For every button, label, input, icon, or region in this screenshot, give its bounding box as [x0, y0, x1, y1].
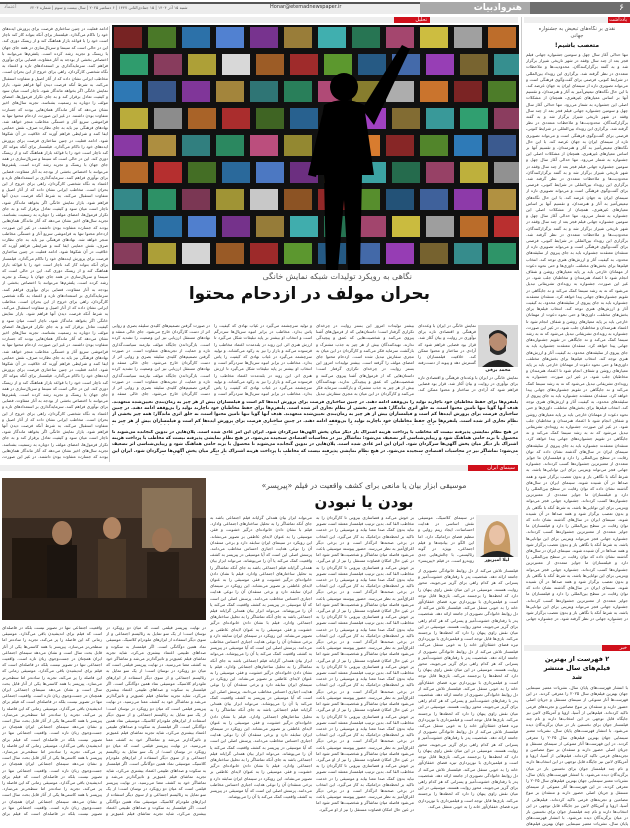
- tv-screen: [148, 27, 176, 48]
- news-label: خبر: [602, 645, 630, 651]
- tv-screen: [120, 54, 148, 75]
- tv-screen: [318, 27, 346, 48]
- film-still: [2, 478, 206, 620]
- second-author-name: لیلا امیرپور: [484, 558, 510, 563]
- tv-screen: [182, 27, 210, 48]
- tv-screen: [182, 189, 210, 210]
- author-photo: [478, 325, 518, 367]
- tv-screen: [284, 189, 312, 210]
- tv-screen: [426, 162, 454, 183]
- tv-screen: [216, 243, 244, 264]
- tv-screen: [488, 189, 516, 210]
- second-paragraph: فیلمساز تلاش می‌کند از دل روابط خانوادگی تصویری از جامعه ارائه دهد. شخصیت پدر با رفتارهای خشونت‌آمیز و پسرانی که هر کدام راهی برای گریز می‌جویند، محور روایت هستند. موسیقی در این میان نقش راوی پنهان را دارد که لحظه‌ها را برجسته می‌کند. بازی‌ها قابل توجه است و فیلمبرداری با نورپردازی تیره فضای خفقان‌آور خانه را به خوبی منتقل می‌کند. فیلمساز تلاش می‌کند از دل روابط خانوادگی تصویری از جامعه ارائه دهد. شخصیت پدر با رفتارهای خشونت‌آمیز و پسرانی که هر کدام راهی برای گریز می‌جویند، محور روایت هستند. موسیقی در این میان نقش راوی پنهان را دارد که لحظه‌ها را برجسته می‌کند. بازی‌ها قابل توجه است و فیلمبرداری با نورپردازی تیره فضای خفقان‌آور خانه را به خوبی منتقل می‌کند. فیلمساز تلاش می‌کند از دل روابط خانوادگی تصویری از جامعه ارائه دهد. شخصیت پدر با رفتارهای خشونت‌آمیز و پسرانی که هر کدام راهی برای گریز می‌جویند، محور روایت هستند. موسیقی در این میان نقش راوی پنهان را دارد که لحظه‌ها را برجسته می‌کند. بازی‌ها قابل توجه است و فیلمبرداری با نورپردازی تیره فضای خفقان‌آور خانه را به خوبی منتقل می‌کند. فیلمساز تلاش می‌کند از دل روابط خانوادگی تصویری از جامعه ارائه دهد. شخصیت پدر با رفتارهای خشونت‌آمیز و پسرانی که هر کدام راهی برای گریز می‌جویند، محور روایت هستند. موسیقی در این میان نقش راوی پنهان را دارد که لحظه‌ها را برجسته می‌کند. بازی‌ها قابل توجه است و فیلمبرداری با نورپردازی تیره فضای خفقان‌آور خانه را به خوبی منتقل می‌کند. فیلمساز تلاش می‌کند از دل روابط خانوادگی تصویری از جامعه ارائه دهد. شخصیت پدر با رفتارهای خشونت‌آمیز و پسرانی که هر کدام راهی برای گریز می‌جویند، محور روایت هستند. موسیقی در این میان نقش راوی پنهان را دارد که لحظه‌ها را برجسته می‌کند. بازی‌ها قابل توجه است و فیلمبرداری با نورپردازی تیره فضای خفقان‌آور خانه را به خوبی منتقل می‌کند. فیلمساز تلاش می‌کند از دل روابط خانوادگی تصویری از جامعه ارائه دهد. شخصیت پدر با رفتارهای خشونت‌آمیز و پسرانی که هر کدام راهی برای گریز می‌جویند، محور روایت هستند. موسیقی در این میان نقش راوی پنهان را دارد که لحظه‌ها را برجسته می‌کند. بازی‌ها قابل توجه است و فیلمبرداری با نورپردازی تیره فضای خفقان‌آور خانه را به خوبی منتقل می‌کند.: [418, 568, 518, 809]
- tv-screen: [494, 162, 519, 183]
- author-photo: [476, 515, 518, 557]
- tv-screen: [352, 27, 380, 48]
- tv-screen: [114, 189, 142, 210]
- tv-screen: [188, 108, 216, 129]
- tv-screen: [426, 108, 454, 129]
- issue-date: شنبه ۱۵ آذر ۱۴۰۴ | ۱۵ جمادی‌الثانی ۱۴۴۷ | ۶ دسامبر ۲۰۲۵ | سال بیست و سوم | شماره ۶۲۰۴: [30, 5, 188, 10]
- tv-screen: [154, 162, 182, 183]
- tv-screen: [426, 216, 454, 237]
- tv-screen: [256, 108, 284, 129]
- tv-screen: [420, 135, 448, 156]
- lead-paragraph: نمایش خانگی در ایران با وعده‌ای فرهنگی و اقتصادی تازه برای نوآوری در روایت و بیان آغاز شد. قرار بود فضایی فراهم شود که آزادی در ساختار و محتوا ممکن کند. خلاقیت فیلمسازان را گسترش دهد و پیوند از دست‌رفته: [418, 323, 476, 366]
- page-number: ۶: [530, 2, 630, 14]
- second-title: بودن یا نبودن: [314, 493, 414, 511]
- tv-screen: [386, 27, 414, 48]
- second-kicker: موسیقی ابزار بیان یا مانعی برای کشف واقعیت در فیلم «پیرپسر»: [261, 481, 467, 490]
- lead-paragraph: بیشتر تولیدات امروز این بستر روایت در چرخه‌ای تکراری گرفتار است؛ داستان‌هایی که از فرمول‌های آشنا پیروی می‌کنند و شخصیت‌هایی که عمق و پیچیدگی ندارند. تهیه‌کنندگان بیش از هر چیز به جذب مشترک و بازگشت سرمایه فکر می‌کنند و کارگردان در این میان به مجری سفارش تبدیل شده است. ازدحام محتوا جای امضای مولف را گرفته است. بیشتر تولیدات امروز این بستر روایت در چرخه‌ای تکراری گرفتار است؛ داستان‌هایی که از فرمول‌های آشنا پیروی می‌کنند و شخصیت‌هایی که عمق و پیچیدگی ندارند. تهیه‌کنندگان بیش از هر چیز به جذب مشترک و بازگشت سرمایه فکر می‌کنند و کارگردان در این میان به مجری سفارش تبدیل: [316, 323, 414, 397]
- bullet-point: پلتفرم‌ها برای حفظ مخاطبان خود ناچارند تولید را بی‌وقفه ادامه دهند. در چنین ساختاری فرصت برای پرورش ایده‌ها کم است و فیلمسازان بیش از هر چیز به زمان‌بندی تعیین‌شده متعهدند. هدف آنها گویا تنها تامین محتوا است، نه خلق اثری ماندگار؛ همه چیز بخشی از نظام تجاری اثر شده است. پلتفرم‌ها برای حفظ مخاطبان خود ناچارند تولید را بی‌وقفه ادامه دهند. در چنین ساختاری فرصت برای پرورش ایده‌ها کم است و فیلمسازان بیش از هر چیز به زمان‌بندی تعیین‌شده متعهدند. هدف آنها گویا تنها تامین محتوا است، نه خلق اثری ماندگار؛ همه چیز بخشی از نظام تجاری اثر شده است. پلتفرم‌ها برای حفظ مخاطبان خود ناچارند تولید را بی‌وقفه ادامه دهند. در چنین ساختاری فرصت برای پرورش ایده‌ها کم است و فیلمسازان بیش از هر چیز به: [112, 400, 518, 424]
- second-paragraph: در سینمای کلاسیک، موسیقی نقش اساسی در هدایت احساسات، ایجاد ریتم روایی و تنظیم فضای دراماتیک دارد. اما این الگو در بیانچه‌ها و فیلم اجتماعی، بویژه در گونه رئالیستی، با چالش‌هایی جدی روبه‌رو است. در فیلم «پیرپسر»: [418, 515, 474, 564]
- tv-screen: [284, 27, 312, 48]
- tv-screen: [420, 189, 448, 210]
- tv-screen: [386, 135, 414, 156]
- second-paragraph: واقعیت اجتماعی تنها در تصویر نیست بلکه در فاصله‌ای است که فیلم برای اندیشیدن باقی می‌گذارد. موسیقی زمانی که این فاصله را پر می‌کند، تجربه را ساده‌تر اما سطحی‌تر می‌سازد. پیرپسر با همه کاستی‌ها یکی از آثار قابل بحث سال است و نشان می‌دهد سینمای اجتماعی ایران همچنان در جست‌وجوی زبان تازه است. واقعیت اجتماعی تنها در تصویر نیست بلکه در فاصله‌ای است که فیلم برای اندیشیدن باقی می‌گذارد. موسیقی زمانی که این فاصله را پر می‌کند، تجربه را ساده‌تر اما سطحی‌تر می‌سازد. پیرپسر با همه کاستی‌ها یکی از آثار قابل بحث سال است و نشان می‌دهد سینمای اجتماعی ایران همچنان در جست‌وجوی زبان تازه است. واقعیت اجتماعی تنها در تصویر نیست بلکه در فاصله‌ای است که فیلم برای اندیشیدن باقی می‌گذارد. موسیقی زمانی که این فاصله را پر می‌کند، تجربه را ساده‌تر اما سطحی‌تر می‌سازد. پیرپسر با همه کاستی‌ها یکی از آثار قابل بحث سال است و نشان می‌دهد سینمای اجتماعی ایران همچنان در جست‌وجوی زبان تازه است. واقعیت اجتماعی تنها در تصویر نیست بلکه در فاصله‌ای است که فیلم برای اندیشیدن باقی می‌گذارد. موسیقی زمانی که این فاصله را پر می‌کند، تجربه را ساده‌تر اما سطحی‌تر می‌سازد. پیرپسر با همه کاستی‌ها یکی از آثار قابل بحث سال است و نشان می‌دهد سینمای اجتماعی ایران همچنان در جست‌وجوی زبان تازه است. واقعیت اجتماعی تنها در تصویر نیست بلکه در فاصله‌ای است که فیلم برای اندیشیدن باقی می‌گذارد. موسیقی زمانی که این فاصله را پر می‌کند، تجربه را ساده‌تر اما سطحی‌تر می‌سازد. پیرپسر با همه کاستی‌ها یکی از آثار قابل بحث سال است و نشان می‌دهد سینمای اجتماعی ایران همچنان در جست‌وجوی زبان تازه است. واقعیت اجتماعی تنها در تصویر نیست بلکه در فاصله‌ای است که فیلم برای: [2, 625, 102, 817]
- tv-screen: [454, 243, 482, 264]
- lead-continuation: ادامه فعلیت در چنین ساختاری فرصت برای پرورش ایده‌های خود را ناکام می‌گذارد. فیلمساز برای آنکه بتواند کار کند ناچار است خود را با قواعد بازار هماهنگ کند و از ریسک دوری کند. این در حالی است که سینما و سریال‌سازی در همه جای جهان با ریسک و تجربه رشد کرده است. پلتفرم‌ها می‌توانند با اختصاص بخشی از بودجه به آثار متفاوت، فضایی برای نوآوری فراهم کنند. سرمایه‌گذاری بر استعدادهای تازه و اعتماد به نگاه شخصی کارگردان، راهی برای خروج از این بحران است. مخاطب ایرانی نشان داده که از آثار اصیل و متفاوت استقبال می‌کند، به شرط آنکه فرصت دیدن آنها فراهم شود. بازار نمایش خانگی اگر بخواهد ماندگار شود، ناچار است میان سود و کیفیت تعادل برقرار کند و به جای تکرار فرمول‌ها، امضای مولف را دوباره به رسمیت بشناسد. تجربه سال‌های اخیر نشان می‌دهد که آثار ماندگار همان‌هایی بودند که جسارت متفاوت بودن داشتند. در غیر این صورت، ازدحام محتوا تنها به فراموشی سریع آثار و خستگی مخاطب منجر خواهد شد. نهادهای فرهنگی نیز باید به جای نظارت صرف، نقش حمایتی ایفا کنند و شرایطی فراهم آورند که خلاقیت در آن شکوفا شود. ادامه فعلیت در چنین ساختاری فرصت برای پرورش ایده‌های خود را ناکام می‌گذارد. فیلمساز برای آنکه بتواند کار کند ناچار است خود را با قواعد بازار هماهنگ کند و از ریسک دوری کند. این در حالی است که سینما و سریال‌سازی در همه جای جهان با ریسک و تجربه رشد کرده است. پلتفرم‌ها می‌توانند با اختصاص بخشی از بودجه به آثار متفاوت، فضایی برای نوآوری فراهم کنند. سرمایه‌گذاری بر استعدادهای تازه و اعتماد به نگاه شخصی کارگردان، راهی برای خروج از این بحران است. مخاطب ایرانی نشان داده که از آثار اصیل و متفاوت استقبال می‌کند، به شرط آنکه فرصت دیدن آنها فراهم شود. بازار نمایش خانگی اگر بخواهد ماندگار شود، ناچار است میان سود و کیفیت تعادل برقرار کند و به جای تکرار فرمول‌ها، امضای مولف را دوباره به رسمیت بشناسد. تجربه سال‌های اخیر نشان می‌دهد که آثار ماندگار همان‌هایی بودند که جسارت متفاوت بودن داشتند. در غیر این صورت، ازدحام محتوا تنها به فراموشی سریع آثار و خستگی مخاطب منجر خواهد شد. نهادهای فرهنگی نیز باید به جای نظارت صرف، نقش حمایتی ایفا کنند و شرایطی فراهم آورند که خلاقیت در آن شکوفا شود. ادامه فعلیت در چنین ساختاری فرصت برای پرورش ایده‌های خود را ناکام می‌گذارد. فیلمساز برای آنکه بتواند کار کند ناچار است خود را با قواعد بازار هماهنگ کند و از ریسک دوری کند. این در حالی است که سینما و سریال‌سازی در همه جای جهان با ریسک و تجربه رشد کرده است. پلتفرم‌ها می‌توانند با اختصاص بخشی از بودجه به آثار متفاوت، فضایی برای نوآوری فراهم کنند. سرمایه‌گذاری بر استعدادهای تازه و اعتماد به نگاه شخصی کارگردان، راهی برای خروج از این بحران است. مخاطب ایرانی نشان داده که از آثار اصیل و متفاوت استقبال می‌کند، به شرط آنکه فرصت دیدن آنها فراهم شود. بازار نمایش خانگی اگر بخواهد ماندگار شود، ناچار است میان سود و کیفیت تعادل برقرار کند و به جای تکرار فرمول‌ها، امضای مولف را دوباره به رسمیت بشناسد. تجربه سال‌های اخیر نشان می‌دهد که آثار ماندگار همان‌هایی بودند که جسارت متفاوت بودن داشتند. در غیر این صورت، ازدحام محتوا تنها به فراموشی سریع آثار و خستگی مخاطب منجر خواهد شد. نهادهای فرهنگی نیز باید به جای نظارت صرف، نقش حمایتی ایفا کنند و شرایطی فراهم آورند که خلاقیت در آن شکوفا شود. ادامه فعلیت در چنین ساختاری فرصت برای پرورش ایده‌های خود را ناکام می‌گذارد. فیلمساز برای آنکه بتواند کار کند ناچار است خود را با قواعد بازار هماهنگ کند و از ریسک دوری کند. این در حالی است که سینما و سریال‌سازی در همه جای جهان با ریسک و تجربه رشد کرده است. پلتفرم‌ها می‌توانند با اختصاص بخشی از بودجه به آثار متفاوت، فضایی برای نوآوری فراهم کنند. سرمایه‌گذاری بر استعدادهای تازه و اعتماد به نگاه شخصی کارگردان، راهی برای خروج از این بحران است. مخاطب ایرانی نشان داده که از آثار اصیل و متفاوت استقبال می‌کند، به شرط آنکه فرصت دیدن آنها فراهم شود. بازار نمایش خانگی اگر بخواهد ماندگار شود، ناچار است میان سود و کیفیت تعادل برقرار کند و به جای تکرار فرمول‌ها، امضای مولف را دوباره به رسمیت بشناسد. تجربه سال‌های اخیر نشان می‌دهد که آثار ماندگار همان‌هایی بودند که جسارت متفاوت بودن داشتند. در غیر این صورت،: [2, 26, 108, 460]
- note-paragraph: سینمای ایران در سال‌های گذشته نشان داده که توان رقابت در سطح بین‌المللی را دارد و فیلمسازان ما جوایز متعددی از معتبرترین جشنواره‌ها کسب کرده‌اند. جشنواره جهانی فجر می‌تواند ویترینی برای این توانایی‌ها باشد، به شرط آنکه با نگاهی باز و بدون تعصب برگزار شود و همه صداها در آن شنیده شوند. سینمای ایران در سال‌های گذشته نشان داده که توان رقابت در سطح بین‌المللی را دارد و فیلمسازان ما جوایز متعددی از معتبرترین جشنواره‌ها کسب کرده‌اند. جشنواره جهانی فجر می‌تواند ویترینی برای این توانایی‌ها باشد، به شرط آنکه با نگاهی باز و بدون تعصب برگزار شود و همه صداها در آن شنیده شوند. سینمای ایران در سال‌های گذشته نشان داده که توان رقابت در سطح بین‌المللی را دارد و فیلمسازان ما جوایز متعددی از معتبرترین جشنواره‌ها کسب کرده‌اند. جشنواره جهانی فجر می‌تواند ویترینی برای این توانایی‌ها باشد، به شرط آنکه با نگاهی باز و بدون تعصب برگزار شود و همه صداها در آن شنیده شوند. سینمای ایران در سال‌های گذشته نشان داده که توان رقابت در سطح بین‌المللی را دارد و فیلمسازان ما جوایز متعددی از معتبرترین جشنواره‌ها کسب کرده‌اند. جشنواره جهانی فجر می‌تواند ویترینی برای این توانایی‌ها باشد، به شرط آنکه با نگاهی باز و بدون تعصب برگزار شود و همه صداها در آن شنیده شوند. سینمای ایران در سال‌های گذشته نشان داده که توان رقابت در سطح بین‌المللی را دارد و فیلمسازان ما جوایز متعددی از معتبرترین جشنواره‌ها کسب کرده‌اند. جشنواره جهانی فجر می‌تواند ویترینی برای این توانایی‌ها باشد، به شرط آنکه با نگاهی باز و بدون تعصب برگزار شود: [526, 448, 628, 616]
- analysis-label: تحلیل: [394, 17, 430, 23]
- note-paragraph-end: در جشنواره جهانی در نظر گرفته شود. در جشنواره جهانی: [526, 616, 628, 622]
- tv-screen: [222, 54, 250, 75]
- tv-screen: [114, 135, 142, 156]
- tv-screen: [460, 108, 488, 129]
- second-paragraph: بر خوش می‌کند و فضاسازی بیرونی تا کارگردان را به مخاطب القا کند. بدین ترتیب فیلمساز معتقد است تصویر نباید بدون کمک صدا معنا بیابد و موسیقی را در خدمت تاکید بر لحظه‌های دراماتیک به کار می‌گیرد. این انتخاب در برخی صحنه‌ها اثرگذار است و در برخی دیگر اغراق‌آمیز به نظر می‌رسد. حضور پیوسته موسیقی باعث می‌شود فاصله میان تماشاگر و شخصیت‌ها کمتر شود اما در عین حال امکان قضاوت مستقل را نیز از او می‌گیرد. بر خوش می‌کند و فضاسازی بیرونی تا کارگردان را به مخاطب القا کند. بدین ترتیب فیلمساز معتقد است تصویر نباید بدون کمک صدا معنا بیابد و موسیقی را در خدمت تاکید بر لحظه‌های دراماتیک به کار می‌گیرد. این انتخاب در برخی صحنه‌ها اثرگذار است و در برخی دیگر اغراق‌آمیز به نظر می‌رسد. حضور پیوسته موسیقی باعث می‌شود فاصله میان تماشاگر و شخصیت‌ها کمتر شود اما در عین حال امکان قضاوت مستقل را نیز از او می‌گیرد. بر خوش می‌کند و فضاسازی بیرونی تا کارگردان را به مخاطب القا کند. بدین ترتیب فیلمساز معتقد است تصویر نباید بدون کمک صدا معنا بیابد و موسیقی را در خدمت تاکید بر لحظه‌های دراماتیک به کار می‌گیرد. این انتخاب در برخی صحنه‌ها اثرگذار است و در برخی دیگر اغراق‌آمیز به نظر می‌رسد. حضور پیوسته موسیقی باعث می‌شود فاصله میان تماشاگر و شخصیت‌ها کمتر شود اما در عین حال امکان قضاوت مستقل را نیز از او می‌گیرد. بر خوش می‌کند و فضاسازی بیرونی تا کارگردان را به مخاطب القا کند. بدین ترتیب فیلمساز معتقد است تصویر نباید بدون کمک صدا معنا بیابد و موسیقی را در خدمت تاکید بر لحظه‌های دراماتیک به کار می‌گیرد. این انتخاب در برخی صحنه‌ها اثرگذار است و در برخی دیگر اغراق‌آمیز به نظر می‌رسد. حضور پیوسته موسیقی باعث می‌شود فاصله میان تماشاگر و شخصیت‌ها کمتر شود اما در عین حال امکان قضاوت مستقل را نیز از او می‌گیرد. بر خوش می‌کند و فضاسازی بیرونی تا کارگردان را به مخاطب القا کند. بدین ترتیب فیلمساز معتقد است تصویر نباید بدون کمک صدا معنا بیابد و موسیقی را در خدمت تاکید بر لحظه‌های دراماتیک به کار می‌گیرد. این انتخاب در برخی صحنه‌ها اثرگذار است و در برخی دیگر اغراق‌آمیز به نظر می‌رسد. حضور پیوسته موسیقی باعث می‌شود فاصله میان تماشاگر و شخصیت‌ها کمتر شود اما در عین حال امکان قضاوت مستقل را نیز از او می‌گیرد. بر خوش می‌کند و فضاسازی بیرونی تا کارگردان را به مخاطب القا کند. بدین ترتیب فیلمساز معتقد است تصویر نباید بدون کمک صدا معنا بیابد و موسیقی را در خدمت تاکید بر لحظه‌های دراماتیک به کار می‌گیرد. این انتخاب در برخی صحنه‌ها اثرگذار است و در برخی دیگر اغراق‌آمیز به نظر می‌رسد. حضور پیوسته موسیقی باعث می‌شود فاصله میان تماشاگر و شخصیت‌ها کمتر شود اما در عین حال امکان قضاوت مستقل را نیز از او می‌گیرد.: [316, 515, 414, 812]
- news-item: [526, 655, 628, 828]
- tv-screen: [222, 108, 250, 129]
- tv-screen: [120, 108, 148, 129]
- tv-screen: [284, 243, 312, 264]
- note-kicker: نقدی بر نگاه‌های تبعیض به جشنواره جهانی: [538, 26, 616, 39]
- tv-screen: [494, 216, 519, 237]
- tv-screen: [454, 135, 482, 156]
- lead-kicker: نگاهی به رویکرد تولیدات شبکه نمایش خانگی: [262, 272, 412, 281]
- tv-screen: [290, 216, 318, 237]
- tv-screen: [392, 162, 420, 183]
- tv-screen: [460, 162, 488, 183]
- bullet-point: در هیچ نظام نمایشی پذیرفته نیست که مخاطب با پرداخت هزینه اشتراک بار دیگر میان پخش آگهی‌ها سرگردان شود. ایران این امر عادی شده است. پلان‌هایی در تدوین گنجانده می‌شوند تا محصول با برند حامی هماهنگ شود و زیبایی‌شناسی اثر تضعیف می‌شود؛ تماشاگر نیز در محاسبات اقتصادی سنجیده می‌شود. در هیچ نظام نمایشی پذیرفته نیست که مخاطب با پرداخت هزینه اشتراک بار دیگر میان پخش آگهی‌ها سرگردان شود. ایران این امر عادی شده است. پلان‌هایی در تدوین گنجانده می‌شوند تا محصول با برند حامی هماهنگ شود و زیبایی‌شناسی اثر تضعیف می‌شود؛ تماشاگر نیز در محاسبات اقتصادی سنجیده می‌شود. در هیچ نظام نمایشی پذیرفته نیست که مخاطب با پرداخت هزینه اشتراک بار دیگر میان پخش آگهی‌ها سرگردان شود. ایران این: [112, 430, 518, 454]
- tv-screen: [454, 81, 482, 102]
- tv-screen: [358, 54, 386, 75]
- tv-screen: [182, 243, 210, 264]
- tv-screen: [216, 189, 244, 210]
- tv-screen: [154, 216, 182, 237]
- tv-screen: [494, 108, 519, 129]
- lead-paragraph: در صورت گرفتن تصمیم‌های کلیدی سلیقه بصری و روایی اثر از دست کارگردان خارج می‌شود. جای خالی منتقد و نهادهای مستقل ارزیابی نیز این وضعیت را تشدید کرده است. بازگرداندن جایگاه مولف نیازمند سیاست‌گذاری تازه و حمایت از تجربه‌های متفاوت است. در صورت گرفتن تصمیم‌های کلیدی سلیقه بصری و روایی اثر از دست کارگردان خارج می‌شود. جای خالی منتقد و نهادهای مستقل ارزیابی نیز این وضعیت را تشدید کرده است. بازگرداندن جایگاه مولف نیازمند سیاست‌گذاری تازه و حمایت از تجربه‌های متفاوت است. در صورت گرفتن تصمیم‌های کلیدی سلیقه بصری و روایی اثر از دست کارگردان خارج می‌شود. جای خالی منتقد و: [112, 323, 210, 397]
- tv-screen: [114, 243, 142, 264]
- tv-screen: [250, 243, 278, 264]
- tv-screen: [358, 216, 386, 237]
- tv-screen: [460, 216, 488, 237]
- news-title: ۲ فهرست از بهترین فیلم‌های سال منتشر شد: [543, 655, 611, 681]
- tv-screen: [386, 243, 414, 264]
- tv-screen: [488, 243, 516, 264]
- second-paragraph: می‌تواند ابزار بیان همدلی گرایانه فیلم اجتماعی باشد به جای آنکه تماشاگر را به تحلیل ساختارهای اجتماعی وادارد. فیلم با نشان دادن خانواده‌ای درگیر خشونت و فقر، موسیقی را به عنوان لایه‌ای عاطفی بر تصویر می‌نشاند. این رویکرد در سینمای ایران سابقه دارد و برخی منتقدان آن را نوعی هدایت اجباری احساس مخاطب می‌دانند. پرسش اصلی این است که آیا موسیقی در پیرپسر به کشف واقعیت کمک می‌کند یا آن را می‌پوشاند. می‌تواند ابزار بیان همدلی گرایانه فیلم اجتماعی باشد به جای آنکه تماشاگر را به تحلیل ساختارهای اجتماعی وادارد. فیلم با نشان دادن خانواده‌ای درگیر خشونت و فقر، موسیقی را به عنوان لایه‌ای عاطفی بر تصویر می‌نشاند. این رویکرد در سینمای ایران سابقه دارد و برخی منتقدان آن را نوعی هدایت اجباری احساس مخاطب می‌دانند. پرسش اصلی این است که آیا موسیقی در پیرپسر به کشف واقعیت کمک می‌کند یا آن را می‌پوشاند. می‌تواند ابزار بیان همدلی گرایانه فیلم اجتماعی باشد به جای آنکه تماشاگر را به تحلیل ساختارهای اجتماعی وادارد. فیلم با نشان دادن خانواده‌ای درگیر خشونت و فقر، موسیقی را به عنوان لایه‌ای عاطفی بر تصویر می‌نشاند. این رویکرد در سینمای ایران سابقه دارد و برخی منتقدان آن را نوعی هدایت اجباری احساس مخاطب می‌دانند. پرسش اصلی این است که آیا موسیقی در پیرپسر به کشف واقعیت کمک می‌کند یا آن را می‌پوشاند. می‌تواند ابزار بیان همدلی گرایانه فیلم اجتماعی باشد به جای آنکه تماشاگر را به تحلیل ساختارهای اجتماعی وادارد. فیلم با نشان دادن خانواده‌ای درگیر خشونت و فقر، موسیقی را به عنوان لایه‌ای عاطفی بر تصویر می‌نشاند. این رویکرد در سینمای ایران سابقه دارد و برخی منتقدان آن را نوعی هدایت اجباری احساس مخاطب می‌دانند. پرسش اصلی این است که آیا موسیقی در پیرپسر به کشف واقعیت کمک می‌کند یا آن را می‌پوشاند. می‌تواند ابزار بیان همدلی گرایانه فیلم اجتماعی باشد به جای آنکه تماشاگر را به تحلیل ساختارهای اجتماعی وادارد. فیلم با نشان دادن خانواده‌ای درگیر خشونت و فقر، موسیقی را به عنوان لایه‌ای عاطفی بر تصویر می‌نشاند. این رویکرد در سینمای ایران سابقه دارد و برخی منتقدان آن را نوعی هدایت اجباری احساس مخاطب می‌دانند. پرسش اصلی این است که آیا موسیقی در پیرپسر به کشف واقعیت کمک می‌کند یا آن را می‌پوشاند. می‌تواند ابزار بیان همدلی گرایانه فیلم اجتماعی باشد به جای آنکه تماشاگر را به تحلیل ساختارهای اجتماعی وادارد. فیلم با نشان دادن خانواده‌ای درگیر خشونت و فقر، موسیقی را به عنوان لایه‌ای عاطفی بر تصویر می‌نشاند. این رویکرد در سینمای ایران سابقه دارد و برخی منتقدان آن را نوعی هدایت اجباری احساس مخاطب می‌دانند. پرسش اصلی این است که آیا موسیقی در پیرپسر به کشف واقعیت کمک می‌کند یا آن را می‌پوشاند.: [210, 515, 312, 800]
- tv-screen: [216, 27, 244, 48]
- tv-screen: [120, 162, 148, 183]
- tv-screen: [250, 135, 278, 156]
- tv-screen: [148, 135, 176, 156]
- tv-screen: [454, 189, 482, 210]
- tv-screen: [488, 135, 516, 156]
- section-title: هنروادبیات: [420, 2, 530, 14]
- email-link[interactable]: Honar@etemadnewspaper.ir: [270, 4, 342, 10]
- note-paragraph: منتقدان معتقدند جشنواره باید به جای پیروی از سلیقه‌های محدود، به کیفیت آثار و ارزش‌های هنری توجه کند. انتخاب فیلم‌ها برای بخش‌های مختلف، داوری‌ها و حتی نحوه دعوت از مهمانان خارجی باید بر پایه معیارهای روشن و شفاف انجام شود تا اعتماد هنرمندان و مخاطبان جلب شود. در غیر این صورت، جشنواره به رویدادی تشریفاتی تبدیل می‌شود که نه به رشد سینما کمک می‌کند و نه جایگاهی در تقویم جشنواره‌های جهانی پیدا خواهد کرد. منتقدان معتقدند جشنواره باید به جای پیروی از سلیقه‌های محدود، به کیفیت آثار و ارزش‌های هنری توجه کند. انتخاب فیلم‌ها برای بخش‌های مختلف، داوری‌ها و حتی نحوه دعوت از مهمانان خارجی باید بر پایه معیارهای روشن و شفاف انجام شود تا اعتماد هنرمندان و مخاطبان جلب شود. در غیر این صورت، جشنواره به رویدادی تشریفاتی تبدیل می‌شود که نه به رشد سینما کمک می‌کند و نه جایگاهی در تقویم جشنواره‌های جهانی پیدا خواهد کرد. منتقدان معتقدند جشنواره باید به جای پیروی از سلیقه‌های محدود، به کیفیت آثار و ارزش‌های هنری توجه کند. انتخاب فیلم‌ها برای بخش‌های مختلف، داوری‌ها و حتی نحوه دعوت از مهمانان خارجی باید بر پایه معیارهای روشن و شفاف انجام شود تا اعتماد هنرمندان و مخاطبان جلب شود. در غیر این صورت، جشنواره به رویدادی تشریفاتی تبدیل می‌شود که نه به رشد سینما کمک می‌کند و نه جایگاهی در تقویم جشنواره‌های جهانی پیدا خواهد کرد. منتقدان معتقدند جشنواره باید به جای پیروی از سلیقه‌های محدود، به کیفیت آثار و ارزش‌های هنری توجه کند. انتخاب فیلم‌ها برای بخش‌های مختلف، داوری‌ها و حتی نحوه دعوت از مهمانان خارجی باید بر پایه معیارهای روشن و شفاف انجام شود تا اعتماد هنرمندان و مخاطبان جلب شود. در غیر این صورت، جشنواره به رویدادی تشریفاتی تبدیل می‌شود که نه به رشد سینما کمک می‌کند و نه جایگاهی در تقویم جشنواره‌های جهانی پیدا خواهد کرد. منتقدان معتقدند جشنواره باید به جای پیروی از سلیقه‌های: [526, 250, 628, 448]
- lead-title: بحران مولف در ازدحام محتوا: [188, 284, 430, 304]
- tv-screen: [250, 189, 278, 210]
- column-divider: [521, 17, 522, 820]
- tv-screen: [392, 108, 420, 129]
- tv-screen: [154, 108, 182, 129]
- tv-screen: [154, 54, 182, 75]
- tv-screen: [488, 27, 516, 48]
- tv-screen: [222, 216, 250, 237]
- tv-screen: [454, 27, 482, 48]
- tv-screen: [460, 54, 488, 75]
- tv-screen: [284, 135, 312, 156]
- note-label: یادداشت: [608, 17, 630, 23]
- second-paragraph: در نهایت پیرپسر فیلمی است که میان دو رویکرد در نوسان است؛ از یک سو تمایل به رئالیسم اجتماعی و از سوی دیگر استفاده از ابزارهای ملودرام کلاسیک. موسیقی نماد همین دوگانگی است. اگر فیلمساز به سکوت و صداهای طبیعی اعتماد بیشتری می‌کرد، شاید تجربه تماشای فیلم عمیق‌تر و تاثیرگذارتر می‌شد و تماشاگر خود به کشف معنا می‌رسید. در نهایت پیرپسر فیلمی است که میان دو رویکرد در نوسان است؛ از یک سو تمایل به رئالیسم اجتماعی و از سوی دیگر استفاده از ابزارهای ملودرام کلاسیک. موسیقی نماد همین دوگانگی است. اگر فیلمساز به سکوت و صداهای طبیعی اعتماد بیشتری می‌کرد، شاید تجربه تماشای فیلم عمیق‌تر و تاثیرگذارتر می‌شد و تماشاگر خود به کشف معنا می‌رسید. در نهایت پیرپسر فیلمی است که میان دو رویکرد در نوسان است؛ از یک سو تمایل به رئالیسم اجتماعی و از سوی دیگر استفاده از ابزارهای ملودرام کلاسیک. موسیقی نماد همین دوگانگی است. اگر فیلمساز به سکوت و صداهای طبیعی اعتماد بیشتری می‌کرد، شاید تجربه تماشای فیلم عمیق‌تر و تاثیرگذارتر می‌شد و تماشاگر خود به کشف معنا می‌رسید. در نهایت پیرپسر فیلمی است که میان دو رویکرد در نوسان است؛ از یک سو تمایل به رئالیسم اجتماعی و از سوی دیگر استفاده از ابزارهای ملودرام کلاسیک. موسیقی نماد همین دوگانگی است. اگر فیلمساز به سکوت و صداهای طبیعی اعتماد بیشتری می‌کرد، شاید تجربه تماشای فیلم عمیق‌تر و تاثیرگذارتر می‌شد و تماشاگر خود به کشف معنا می‌رسید. در نهایت پیرپسر فیلمی است که میان دو رویکرد در نوسان است؛ از یک سو تمایل به رئالیسم اجتماعی و از سوی دیگر استفاده از ابزارهای ملودرام کلاسیک. موسیقی نماد همین دوگانگی است. اگر فیلمساز به سکوت و صداهای طبیعی اعتماد بیشتری می‌کرد، شاید تجربه تماشای فیلم عمیق‌تر و: [106, 625, 206, 817]
- tv-screen: [250, 81, 278, 102]
- tv-screen: [488, 81, 516, 102]
- tv-screen: [222, 162, 250, 183]
- tv-screen: [426, 54, 454, 75]
- author-name: محمد برقی: [485, 368, 511, 373]
- tv-screen: [324, 54, 352, 75]
- tv-screen: [120, 216, 148, 237]
- lead-paragraph: و تولید سرچشمه می‌گیرد در غیاب نهادی که کیفیت را پاس بدارد. مخاطب در برابر انبوه سریال‌ها سردرگم است و انتخاب او بیشتر بر پایه تبلیغات شکل می‌گیرد تا ارزش هنری اثر. این روند در بلندمدت اعتماد مخاطب را فرسوده می‌کند و بازار را نیز به رکود می‌کشاند. و تولید سرچشمه می‌گیرد در غیاب نهادی که کیفیت را پاس بدارد. مخاطب در برابر انبوه سریال‌ها سردرگم است و انتخاب او بیشتر بر پایه تبلیغات شکل می‌گیرد تا ارزش هنری اثر. این روند در بلندمدت اعتماد مخاطب را فرسوده می‌کند و بازار را نیز به رکود می‌کشاند. و تولید سرچشمه می‌گیرد در غیاب نهادی که کیفیت را پاس بدارد. مخاطب در برابر انبوه سریال‌ها سردرگم است و: [214, 323, 312, 397]
- lead-image: [112, 25, 519, 270]
- tv-screen: [148, 81, 176, 102]
- tv-screen: [256, 162, 284, 183]
- tv-screen: [494, 54, 519, 75]
- tv-screen: [182, 81, 210, 102]
- label-bar: [0, 17, 518, 23]
- tv-screen: [290, 54, 318, 75]
- tv-screen: [256, 216, 284, 237]
- column-divider: [109, 26, 110, 462]
- tv-screen: [216, 135, 244, 156]
- note-title: متعصب باشیم!: [554, 42, 600, 49]
- tv-screen: [290, 108, 318, 129]
- news-body: با انتشار فهرست‌های پایان سال، نشریات معتبر سینمایی جهان بهترین فیلم‌های سال ۲۰۲۵ را معرفی کردند. در این فهرست‌ها آثار متنوعی از سینمای مستقل و جریان اصلی حضور دارند و منتقدان بر تنوع مضامین و تجربه‌های فرمی تاکید کرده‌اند. فیلم‌هایی از آسیا، اروپا و آمریکای لاتین نیز جایگاه قابل توجهی در این انتخاب‌ها دارند و نام چند فیلمساز جوان برای نخستین بار در میان برگزیدگان دیده می‌شود. با انتشار فهرست‌های پایان سال، نشریات معتبر سینمایی جهان بهترین فیلم‌های سال ۲۰۲۵ را معرفی کردند. در این فهرست‌ها آثار متنوعی از سینمای مستقل و جریان اصلی حضور دارند و منتقدان بر تنوع مضامین و تجربه‌های فرمی تاکید کرده‌اند. فیلم‌هایی از آسیا، اروپا و آمریکای لاتین نیز جایگاه قابل توجهی در این انتخاب‌ها دارند و نام چند فیلمساز جوان برای نخستین بار در میان برگزیدگان دیده می‌شود. با انتشار فهرست‌های پایان سال، نشریات معتبر سینمایی جهان بهترین فیلم‌های سال ۲۰۲۵ را معرفی کردند. در این فهرست‌ها آثار متنوعی از سینمای مستقل و جریان اصلی حضور دارند و منتقدان بر تنوع مضامین و تجربه‌های فرمی تاکید کرده‌اند. فیلم‌هایی از آسیا، اروپا و آمریکای لاتین نیز جایگاه قابل توجهی در این انتخاب‌ها دارند و نام چند فیلمساز جوان برای نخستین بار در میان برگزیدگان دیده می‌شود. با انتشار فهرست‌های پایان سال، نشریات معتبر سینمایی جهان بهترین فیلم‌های: [526, 685, 628, 827]
- tv-screen: [182, 135, 210, 156]
- iran-cinema-label: سینمای ایران: [468, 465, 518, 471]
- lead-paragraph: نمایش خانگی در ایران با وعده‌ای فرهنگی و اقتصادی تازه برای نوآوری در روایت و بیان آغاز شد. قرار بود فضایی فراهم شود که آزادی در ساختار و محتوا ممکن کند.: [418, 375, 518, 393]
- tv-screen: [256, 54, 284, 75]
- tv-screen: [148, 243, 176, 264]
- note-column: [526, 26, 628, 638]
- tv-screen: [114, 81, 142, 102]
- tv-screen: [392, 216, 420, 237]
- tv-screen: [216, 81, 244, 102]
- tv-screen: [188, 162, 216, 183]
- label-bar: [0, 465, 518, 471]
- tv-screen: [420, 27, 448, 48]
- note-paragraph: تنها حدالی آغاز سال چهل و سومین جشنواره جهانی فیلم فجر بعد از چند سال وقفه در شهر تاریخی شیراز برگزار شد و به گفته برگزارکنندگان، محدودیت‌ها و ملاحظات متعددی در نظر گرفته شد. برگزاری این رویداد بین‌المللی در شرایط کنونی، فرصتی برای گفت‌وگوی فرهنگی است و می‌تواند تصویری تازه از سینمای ایران به جهان عرضه کند. با این حال نگاه‌های تبعیض‌آمیز به آثار و هنرمندان، و تقسیم آنها بر اساس معیارهای غیرهنری، همچنان از مشکلات اصلی این جشنواره به شمار می‌رود. تنها حدالی آغاز سال چهل و سومین جشنواره جهانی فیلم فجر بعد از چند سال وقفه در شهر تاریخی شیراز برگزار شد و به گفته برگزارکنندگان، محدودیت‌ها و ملاحظات متعددی در نظر گرفته شد. برگزاری این رویداد بین‌المللی در شرایط کنونی، فرصتی برای گفت‌وگوی فرهنگی است و می‌تواند تصویری تازه از سینمای ایران به جهان عرضه کند. با این حال نگاه‌های تبعیض‌آمیز به آثار و هنرمندان، و تقسیم آنها بر اساس معیارهای غیرهنری، همچنان از مشکلات اصلی این جشنواره به شمار می‌رود. تنها حدالی آغاز سال چهل و سومین جشنواره جهانی فیلم فجر بعد از چند سال وقفه در شهر تاریخی شیراز برگزار شد و به گفته برگزارکنندگان، محدودیت‌ها و ملاحظات متعددی در نظر گرفته شد. برگزاری این رویداد بین‌المللی در شرایط کنونی، فرصتی برای گفت‌وگوی فرهنگی است و می‌تواند تصویری تازه از سینمای ایران به جهان عرضه کند. با این حال نگاه‌های تبعیض‌آمیز به آثار و هنرمندان، و تقسیم آنها بر اساس معیارهای غیرهنری، همچنان از مشکلات اصلی این جشنواره به شمار می‌رود. تنها حدالی آغاز سال چهل و سومین جشنواره جهانی فیلم فجر بعد از چند سال وقفه در شهر تاریخی شیراز برگزار شد و به گفته برگزارکنندگان، محدودیت‌ها و ملاحظات متعددی در نظر گرفته شد. برگزاری این رویداد بین‌المللی در شرایط کنونی، فرصتی برای گفت‌وگوی فرهنگی است و می‌تواند تصویری تازه از: [526, 52, 628, 250]
- tv-screen: [114, 27, 142, 48]
- tv-screen: [148, 189, 176, 210]
- tv-screen: [188, 216, 216, 237]
- tv-screen: [420, 81, 448, 102]
- tv-screen: [386, 189, 414, 210]
- logo: اعتماد: [4, 4, 17, 10]
- tv-screen: [250, 27, 278, 48]
- tv-screen: [188, 54, 216, 75]
- tv-screen: [420, 243, 448, 264]
- tv-screen: [284, 81, 312, 102]
